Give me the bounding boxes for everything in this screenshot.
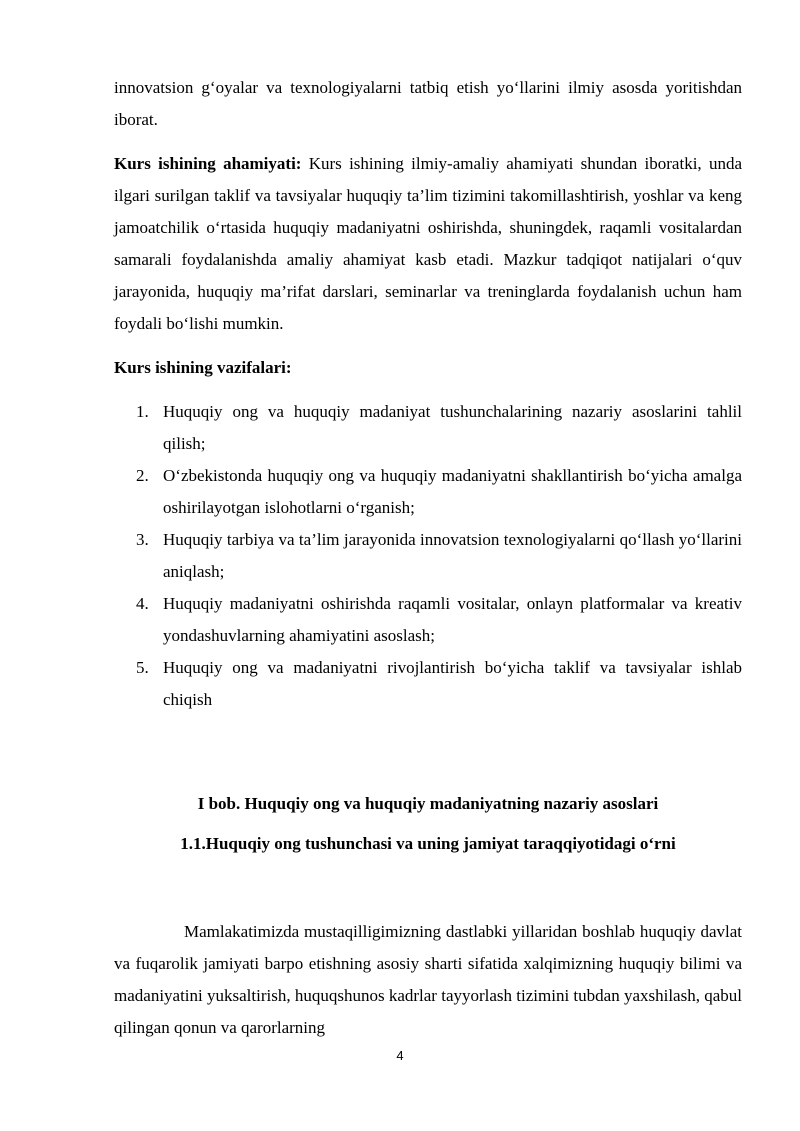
body-paragraph: Mamlakatimizda mustaqilligimizning dastlabki yillaridan boshlab huquqiy davlat va fuqarolik jamiyati barpo etishning asosiy sharti sifatida xalqimizning huquqiy bilimi va madaniyatini yuksaltirish, huquqshunos kadrlar tayyorlash tizimini tubdan yaxshilash, qabul qilingan qonun va qarorlarning — [114, 922, 742, 1037]
list-item-number: 1. — [136, 402, 149, 421]
list-item — [114, 396, 742, 460]
tasks-heading: Kurs ishining vazifalari: — [114, 358, 292, 377]
tasks-list — [114, 396, 742, 716]
list-item-text: O‘zbekistonda huquqiy ong va huquqiy madaniyatni shakllantirish bo‘yicha amalga oshirilayotgan islohotlarni o‘rganish; — [163, 466, 742, 517]
significance-paragraph — [114, 148, 742, 340]
page-content — [114, 72, 742, 1044]
list-item-number: 2. — [136, 466, 149, 485]
list-item — [114, 652, 742, 716]
list-item-number: 3. — [136, 530, 149, 549]
list-item — [114, 588, 742, 652]
page-number: 4 — [396, 1048, 404, 1063]
significance-label: Kurs ishining ahamiyati: — [114, 154, 302, 173]
list-item-number: 4. — [136, 594, 149, 613]
chapter-title: I bob. Huquqiy ong va huquqiy madaniyatning nazariy asoslari — [197, 794, 659, 813]
list-item — [114, 524, 742, 588]
list-item — [114, 460, 742, 524]
section-title: 1.1.Huquqiy ong tushunchasi va uning jamiyat taraqqiyotidagi o‘rni — [180, 834, 676, 853]
list-item-number: 5. — [136, 658, 149, 677]
list-item-text: Huquqiy ong va madaniyatni rivojlantirish bo‘yicha taklif va tavsiyalar ishlab chiqish — [163, 658, 742, 709]
significance-text: Kurs ishining ilmiy-amaliy ahamiyati shundan iboratki, unda ilgari surilgan taklif va tavsiyalar huquqiy ta’lim tizimini takomillashtirish, yoshlar va keng jamoatchilik o‘rtasida huquqiy madaniyatni oshirishda, shuningdek, raqamli vositalardan samarali foydalanishda amaliy ahamiyat kasb etadi. Mazkur tadqiqot natijalari o‘quv jarayonida, huquqiy ma’rifat darslari, seminarlar va treninglarda foydalanish uchun ham foydali bo‘lishi mumkin. — [114, 154, 742, 333]
intro-paragraph: innovatsion g‘oyalar va texnologiyalarni tatbiq etish yo‘llarini ilmiy asosda yoritishdan iborat. — [114, 78, 742, 129]
list-item-text: Huquqiy tarbiya va ta’lim jarayonida innovatsion texnologiyalarni qo‘llash yo‘llarini aniqlash; — [163, 530, 742, 581]
list-item-text: Huquqiy madaniyatni oshirishda raqamli vositalar, onlayn platformalar va kreativ yondashuvlarning ahamiyatini asoslash; — [163, 594, 742, 645]
list-item-text: Huquqiy ong va huquqiy madaniyat tushunchalarining nazariy asoslarini tahlil qilish; — [163, 402, 742, 453]
